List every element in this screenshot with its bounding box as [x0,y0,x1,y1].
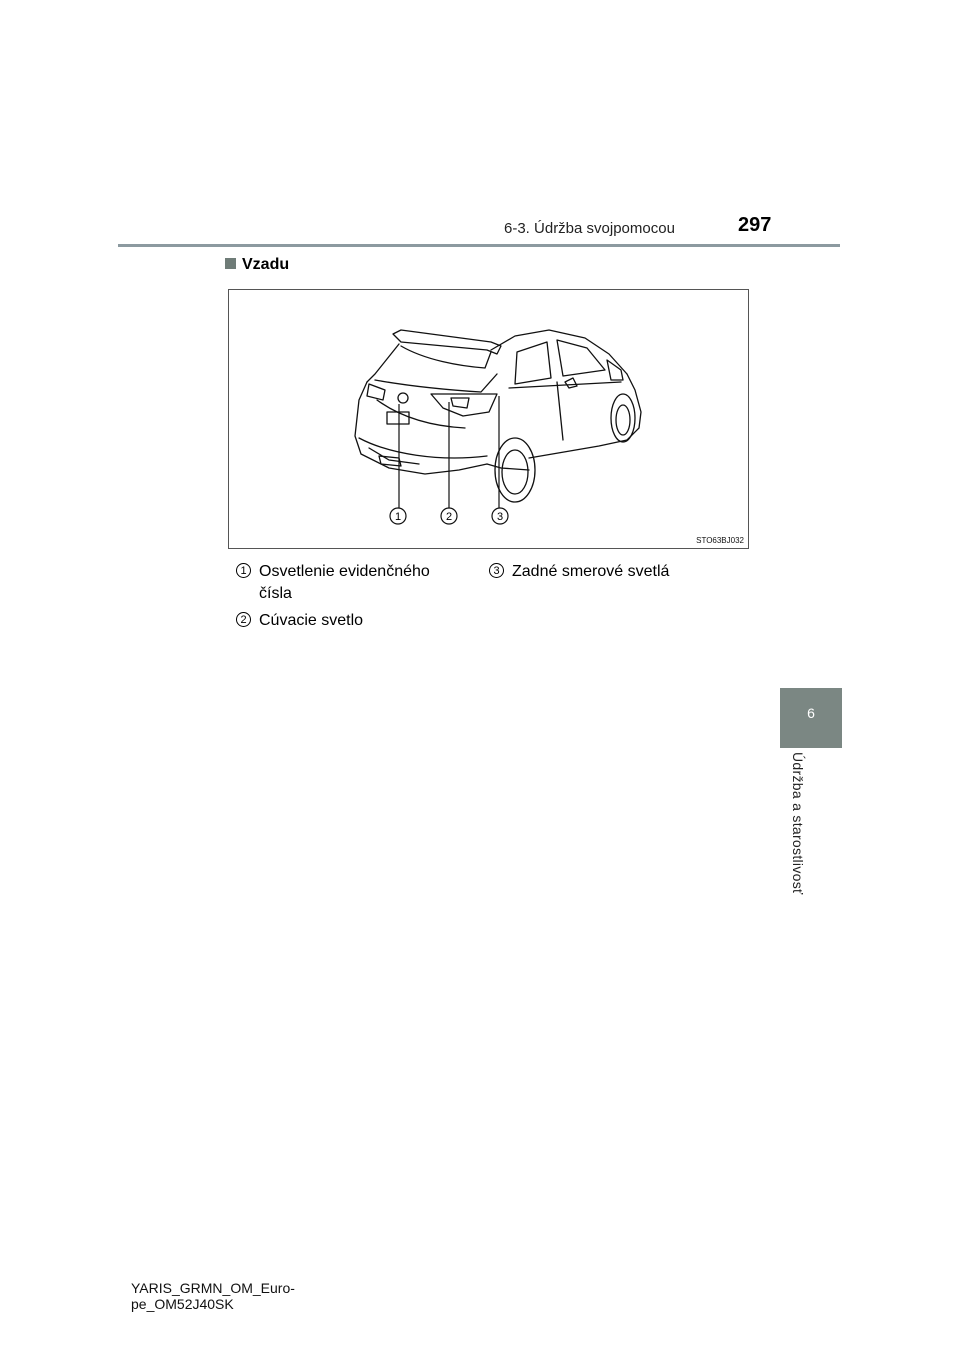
callout-2-label: 2 [445,511,453,523]
figure-id: STO63BJ032 [696,536,744,545]
section-heading-text: Vzadu [242,256,290,273]
section-heading [225,256,289,274]
chapter-title: Údržba a starostlivosť [790,752,806,895]
callout-1-label: 1 [394,511,402,523]
rear-car-figure [228,289,749,549]
callout-markers [390,508,508,524]
legend-2-text: Cúvacie svetlo [259,612,364,629]
footer-line-1: YARIS_GRMN_OM_Euro- [131,1280,295,1296]
legend-2-number: 2 [236,612,251,627]
square-bullet-icon [225,258,236,269]
footer-line-2: pe_OM52J40SK [131,1296,234,1312]
car-rear-illustration [229,290,748,548]
legend-1-line2: čísla [259,585,292,602]
chapter-number: 6 [807,705,815,721]
legend-1-number: 1 [236,563,251,578]
callout-3-label: 3 [496,511,504,523]
document-footer-id [131,1280,295,1312]
chapter-tab [780,688,842,748]
legend-3-text: Zadné smerové svetlá [512,563,670,580]
running-header-section: 6-3. Údržba svojpomocou [504,220,675,237]
legend-3-number: 3 [489,563,504,578]
header-rule [118,244,840,247]
legend-1-line1: Osvetlenie evidenčného [259,563,430,580]
page-number: 297 [738,214,772,236]
legend-1-text [259,561,430,605]
